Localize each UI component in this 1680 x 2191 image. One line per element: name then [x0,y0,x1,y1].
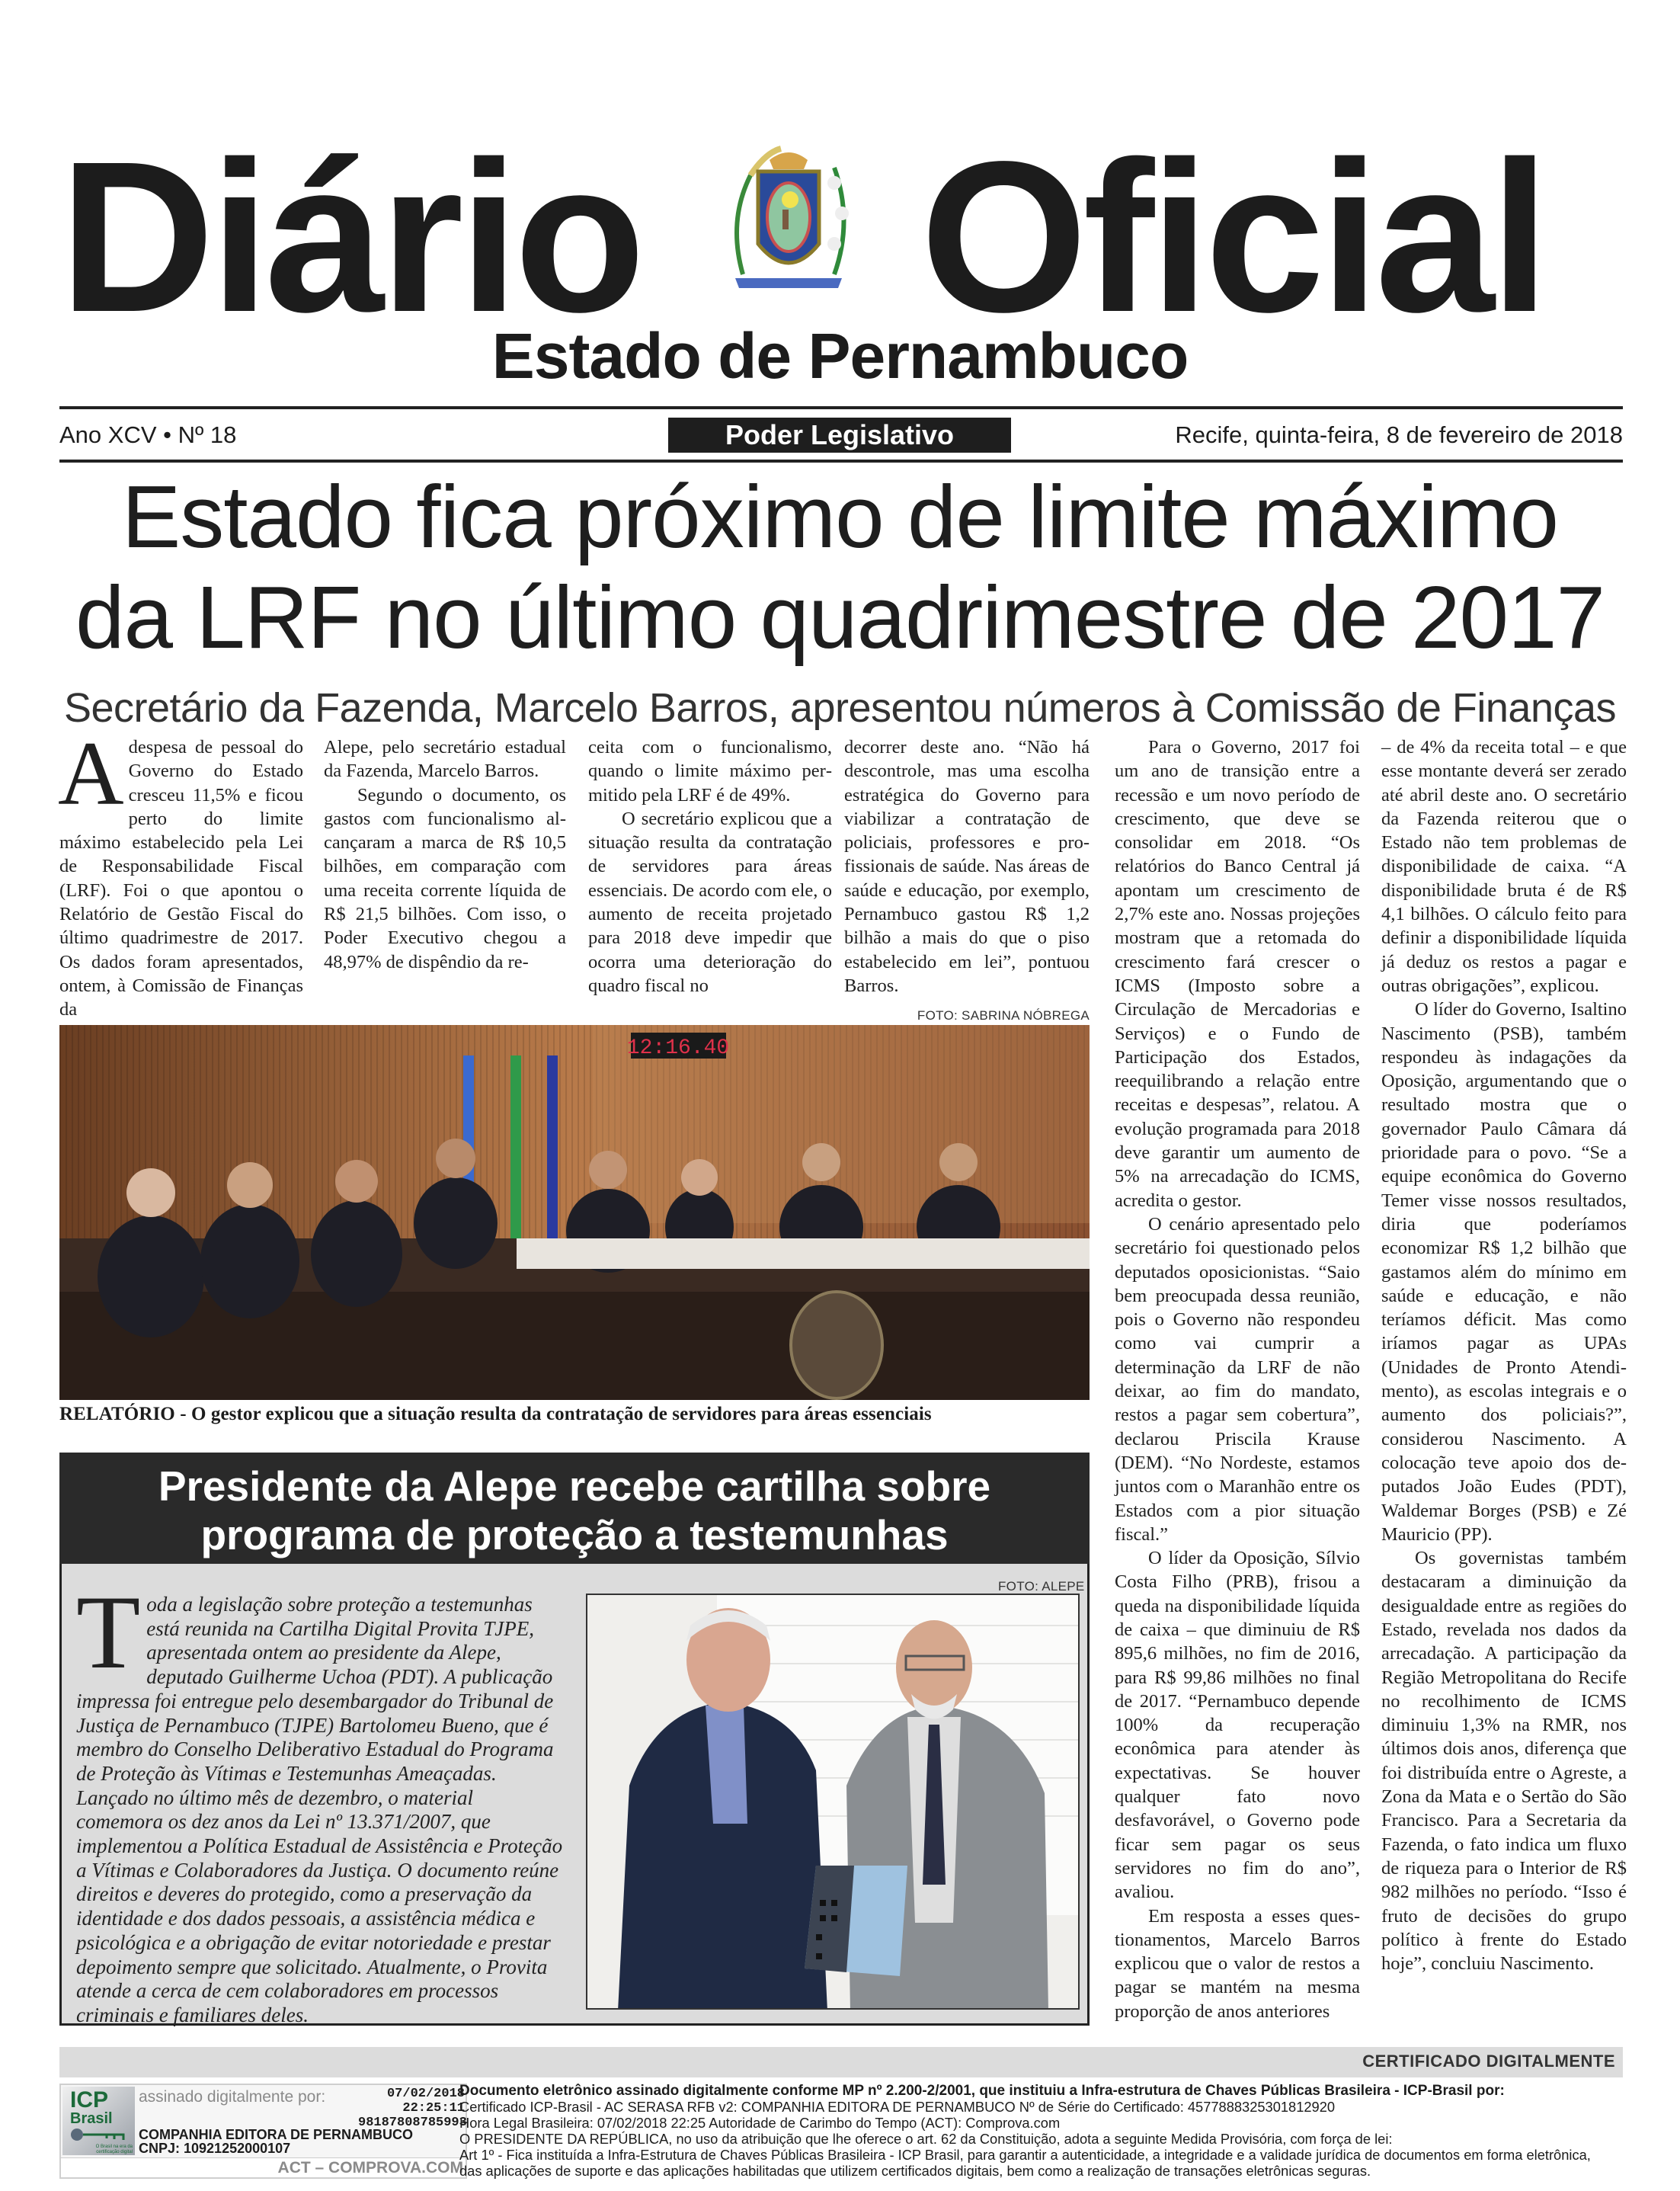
paragraph: Os governistas também destacaram a diminuição da desigualdade entre as regiões do Estado, revelada nos dados da arrecadação. A participação da Região Metropolitana do Recife no recolhimento de ICMS diminuiu 1,3% na RMR, nos últimos dois anos, diferença que foi distribuída entre o Agreste, a Zona da Mata e o Sertão do São Francisco. Para a Secretaria da Fazenda, o fato indica um fluxo de riqueza para o Interior de R$ 982 milhões no período. “Isso é fruto de decisões do grupo político à frente do Estado hoje”, concluiu Nascimento. [1381,1548,1627,1975]
paragraph: oda a legislação sobre proteção a testemunhas está reunida na Cartilha Digital Provita TJPE, apresentada ontem ao presidente da Alepe, deputado Guilherme Uchoa (PDT). A publicação impressa foi entregue pelo desembargador do Tribunal de Justiça de Pernambuco (TJPE) Bartolomeu Bueno, que é membro do Conselho Deliberativo Estadual do Programa de Proteção às Vítimas e Testemunhas Ameaçadas. Lançado no último mês de dezembro, o material comemora os dez anos da Lei nº 13.371/2007, que implementou a Política Estadual de Assistência e Proteção a Vítimas e Colaboradores da Justiça. O documento reúne direitos e deveres do protegido, como a preservação da identidade e dos dados pessoais, a assistência médica e psicológica e a obrigação de evitar notoriedade e prestar depoimento sempre que solicitado. Atualmente, o Provita atende a cerca de cem colaboradores em processos criminais e familiares deles. [76,1593,563,2026]
main-headline [0,466,1680,668]
certificate-line: O PRESIDENTE DA REPÚBLICA, no uso da atribuição que lhe oferece o art. 62 da Constituição, adota a seguinte Medida Provisória, com força de lei: [459,2131,1393,2147]
company-name: COMPANHIA EDITORA DE PERNAMBUCO [139,2127,414,2142]
photo-caption: RELATÓRIO - O gestor explicou que a situação resulta da contratação de servidores para áreas essenciais [59,1404,932,1424]
certificate-text [459,2083,1648,2179]
key-icon [69,2126,130,2143]
paragraph: O cenário apresentado pelo secretário foi questionado pelos deputados oposicionistas. “Saio bem preocupada dessa reunião, pois o Governo não respondeu como vai cumprir a determinação da LRF de não deixar, ao fim do mandato, restos a pagar sem cobertura”, declarou Priscila Krause (DEM). “No Nordeste, estamos juntos com o Maranhão entre os Estados com a pior situação fiscal.” [1115,1213,1360,1545]
article-column-3 [588,735,832,998]
certificate-line: Hora Legal Brasileira: 07/02/2018 22:25 Autoridade de Carimbo do Tempo (ACT): Comprova.com [459,2115,1061,2131]
logo-tagline: O Brasil na era da certificação digital [95,2145,133,2154]
paragraph: O líder do Governo, Isaltino Nascimento (PSB), também respondeu às indagações da Oposição, argumentando que o resultado mostra que o governador Paulo Câmara dá prioridade para o povo. “Se a equipe econômica do Governo Temer visse nossos resultados, diria que poderíamos economizar R$ 1,2 bilhão que gastamos além do mínimo em saúde e educação, e não teríamos déficit. Mas como iríamos pagar as UPAs (Unidades de Pronto Atendimento), as escolas integrais e o aumento dos policiais?”, considerou Nascimento. A colocação teve apoio dos deputados João Eudes (PDT), Waldemar Borges (PSB) e Zé Mauricio (PP). [1381,999,1627,1545]
signed-by-label: assinado digitalmente por: [139,2088,326,2106]
act-link[interactable]: ACT – COMPROVA.COM [277,2159,463,2177]
paragraph: O secretário explicou que a situação resulta da contratação de servidores para áreas essenciais. De acordo com ele, o aumento de receita projetado para 2018 deve impedir que ocorra uma deterioração do quadro fiscal no [588,808,832,996]
paragraph: decorrer deste ano. “Não há descontrole, mas uma escolha estratégica do Governo para viabilizar a contratação de policiais, professores e profissionais de saúde. Nas áreas de saúde e educação, por exemplo, Pernambuco gastou R$ 1,2 bilhão a mais do que o piso estabelecido em lei”, pontuou Barros. [844,737,1090,996]
signature-timestamp [358,2087,465,2130]
logo-text-icp: ICP [70,2087,109,2113]
paragraph: O líder da Oposição, Sílvio Costa Filho (PRB), frisou a queda na disponibilidade líquida de caixa – que diminuiu de R$ 895,6 milhões, no fim de 2016, para R$ 99,86 milhões no final de 2017. “Pernambuco depende 100% da recuperação econômica para atender às expectativas. Se houver qualquer fato novo desfavorável, o Governo pode ficar sem pagar os seus servidores no fim do ano”, avaliou. [1115,1548,1360,1903]
article-column-6 [1381,735,1627,1975]
coat-of-arms-icon [720,130,857,297]
article-column-4 [844,735,1090,998]
second-headline-line-2: programa de proteção a testemunhas [200,1511,949,1558]
icp-brasil-logo [62,2087,135,2155]
signature-date: 07/02/2018 [386,2087,465,2101]
paragraph: Para o Governo, 2017 foi um ano de transição entre a recessão e um novo período de crescimento, que deve se consolidar em 2018. “Os relatórios do Banco Central já apontam um crescimento de 2,7% este ano. Nossas projeções mostram que a retomada do crescimento fará crescer o ICMS (Imposto sobre a Circulação de Mercadorias e Serviços) e o Fundo de Participação dos Estados, reequilibrando a relação entre receitas e despesas”, relatou. A evolução programada para 2018 deve garantir um aumento de 5% na arrecadação do ICMS, acredita o gestor. [1115,737,1360,1211]
headline-line-2: da LRF no último quadrimestre de 2017 [75,568,1605,667]
company-cnpj: CNPJ: 10921252000107 [139,2141,291,2156]
article-column-5 [1115,735,1360,2023]
signer-company [139,2128,413,2155]
signature-number: 98187808785993 [358,2116,467,2130]
dropcap: A [58,722,124,824]
dateline: Recife, quinta-feira, 8 de fevereiro de 2018 [1175,421,1623,448]
second-headline-line-1: Presidente da Alepe recebe cartilha sobre [158,1462,991,1510]
certificate-line: Certificado ICP-Brasil - AC SERASA RFB v2: COMPANHIA EDITORA DE PERNAMBUCO Nº de Série do Certificado: 4577888325301812920 [459,2099,1336,2115]
cartilha-handover-photo [586,1594,1080,2010]
signature-time: 22:25:11 [402,2101,465,2116]
logo-text-brasil: Brasil [70,2110,113,2127]
paragraph: despesa de pessoal do Governo do Estado cresceu 11,5% e ficou perto do limite máximo estabelecido pela Lei de Responsabilidade Fiscal (LRF). Foi o que apontou o Relatório de Gestão Fiscal do último quadrimestre de 2017. Os dados foram apresentados, ontem, à Comissão de Finanças da [59,737,303,1020]
certificate-bar-label: CERTIFICADO DIGITALMENTE [1362,2052,1615,2071]
dropcap: T [76,1574,141,1690]
article-column-2 [324,735,566,974]
section-badge: Poder Legislativo [668,418,1011,453]
second-story-body [76,1574,564,2028]
edition-number: Ano XCV • Nº 18 [59,421,237,448]
masthead-title-right: Oficial [920,117,1545,357]
main-deck: Secretário da Fazenda, Marcelo Barros, apresentou números à Comissão de Finanças [63,685,1617,731]
paragraph: Alepe, pelo secretário estadual da Fazenda, Marcelo Barros. [324,737,566,782]
certificate-line: Documento eletrônico assinado digitalmente conforme MP nº 2.200-2/2001, que instituiu a Infra-estrutura de Chaves Públicas Brasileira - ICP-Brasil por: [459,2083,1505,2099]
headline-line-1: Estado fica próximo de limite máximo [121,467,1559,566]
photo-credit: FOTO: SABRINA NÓBREGA [917,1008,1090,1023]
masthead-subtitle: Estado de Pernambuco [491,320,1189,392]
paragraph: ceita com o funcionalismo, quando o limite máximo permitido pela LRF é de 49%. [588,737,832,806]
clock-display: 12:16.40 [626,1036,730,1060]
paragraph: – de 4% da receita total – e que esse montante deverá ser zerado até abril deste ano. O secretário da Fazenda reiterou que o Estado não tem problemas de disponibilidade de caixa. “A disponibilidade bruta é de R$ 4,1 bilhões. O cálculo feito para definir a disponibilidade líquida já deduz os restos a pagar e outras obrigações”, explicou. [1381,737,1627,996]
certificate-line: Art 1º - Fica instituída a Infra-Estrutura de Chaves Públicas Brasileira - ICP Brasil, para garantir a autenticidade, a integridade e a validade jurídica de documentos em forma eletrônica, [459,2147,1591,2163]
masthead-title-left: Diário [59,117,642,357]
photo-credit: FOTO: ALEPE [998,1579,1085,1594]
paragraph: Segundo o documento, os gastos com funcionalismo alcançaram a marca de R$ 10,5 bilhões, em comparação com uma receita corrente líquida de R$ 21,5 bilhões. Com isso, o Poder Executivo chegou a 48,97% de dispêndio da re- [324,784,566,972]
masthead-rule-top [59,406,1623,409]
masthead-rule-bottom [59,460,1623,463]
article-column-1 [58,722,303,1022]
paragraph: Em resposta a esses questionamentos, Marcelo Barros explicou que o valor de restos a pagar se mantém na mesma proporção de anos anteriores [1115,1905,1360,2022]
second-story-headline [59,1453,1090,1564]
certificate-line: das aplicações de suporte e das aplicações habilitadas que utilizem certificados digitais, bem como a realização de transações eletrônicas seguras. [459,2163,1371,2179]
committee-meeting-photo [59,1025,1090,1400]
